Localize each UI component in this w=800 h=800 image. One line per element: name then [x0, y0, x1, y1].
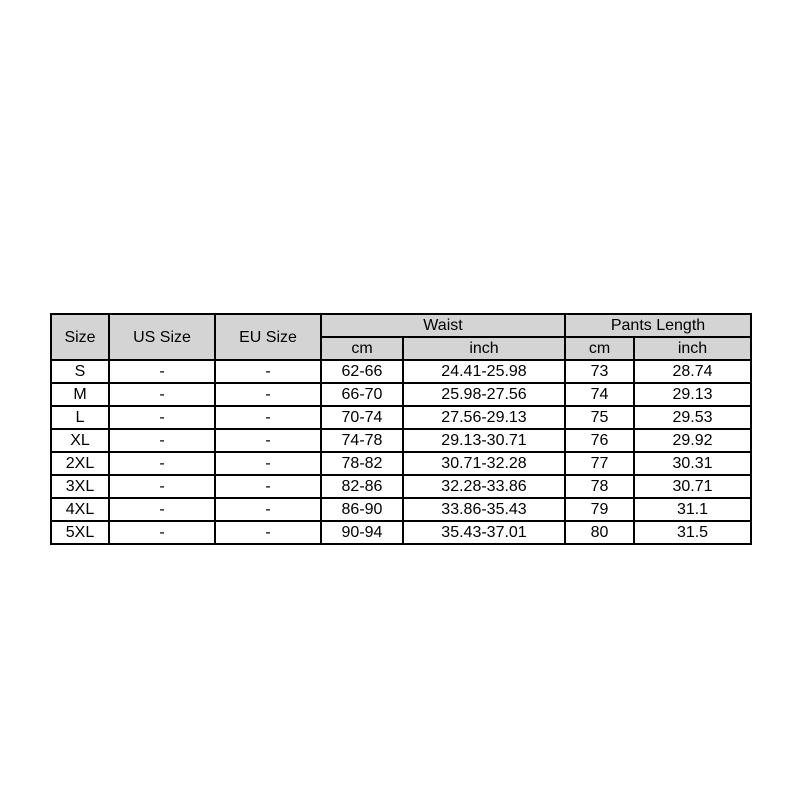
- cell-waist-cm: 90-94: [321, 521, 403, 544]
- cell-length-inch: 29.92: [634, 429, 751, 452]
- cell-us-size: -: [109, 452, 215, 475]
- cell-eu-size: -: [215, 475, 321, 498]
- cell-waist-cm: 82-86: [321, 475, 403, 498]
- cell-size: 5XL: [51, 521, 109, 544]
- header-waist-inch: inch: [403, 337, 565, 360]
- cell-length-inch: 31.1: [634, 498, 751, 521]
- header-us-size: US Size: [109, 314, 215, 360]
- cell-eu-size: -: [215, 360, 321, 383]
- cell-length-inch: 30.31: [634, 452, 751, 475]
- cell-size: M: [51, 383, 109, 406]
- header-size: Size: [51, 314, 109, 360]
- cell-length-inch: 29.53: [634, 406, 751, 429]
- cell-us-size: -: [109, 406, 215, 429]
- table-body: [51, 360, 751, 544]
- table-row: [51, 498, 751, 521]
- cell-size: S: [51, 360, 109, 383]
- cell-length-cm: 76: [565, 429, 634, 452]
- cell-waist-cm: 66-70: [321, 383, 403, 406]
- cell-size: 2XL: [51, 452, 109, 475]
- header-length-cm: cm: [565, 337, 634, 360]
- table-row: [51, 475, 751, 498]
- cell-size: 4XL: [51, 498, 109, 521]
- table-row: [51, 452, 751, 475]
- cell-length-cm: 75: [565, 406, 634, 429]
- header-length-inch: inch: [634, 337, 751, 360]
- cell-waist-inch: 30.71-32.28: [403, 452, 565, 475]
- cell-waist-cm: 78-82: [321, 452, 403, 475]
- header-pants-length: Pants Length: [565, 314, 751, 337]
- cell-waist-inch: 32.28-33.86: [403, 475, 565, 498]
- table-header: [51, 314, 751, 360]
- table-row: [51, 429, 751, 452]
- cell-waist-cm: 62-66: [321, 360, 403, 383]
- cell-waist-cm: 86-90: [321, 498, 403, 521]
- cell-length-cm: 73: [565, 360, 634, 383]
- cell-eu-size: -: [215, 498, 321, 521]
- cell-waist-cm: 70-74: [321, 406, 403, 429]
- cell-length-cm: 79: [565, 498, 634, 521]
- header-row-top: [51, 314, 751, 337]
- cell-eu-size: -: [215, 452, 321, 475]
- header-waist: Waist: [321, 314, 565, 337]
- cell-length-inch: 31.5: [634, 521, 751, 544]
- cell-length-inch: 28.74: [634, 360, 751, 383]
- table-row: [51, 360, 751, 383]
- cell-waist-inch: 27.56-29.13: [403, 406, 565, 429]
- cell-length-cm: 74: [565, 383, 634, 406]
- table-row: [51, 521, 751, 544]
- cell-eu-size: -: [215, 383, 321, 406]
- cell-us-size: -: [109, 360, 215, 383]
- cell-waist-inch: 35.43-37.01: [403, 521, 565, 544]
- cell-waist-inch: 29.13-30.71: [403, 429, 565, 452]
- size-chart-table: [50, 313, 752, 545]
- cell-waist-inch: 25.98-27.56: [403, 383, 565, 406]
- cell-eu-size: -: [215, 406, 321, 429]
- table-row: [51, 406, 751, 429]
- header-eu-size: EU Size: [215, 314, 321, 360]
- table-row: [51, 383, 751, 406]
- cell-length-inch: 29.13: [634, 383, 751, 406]
- cell-length-cm: 80: [565, 521, 634, 544]
- cell-us-size: -: [109, 429, 215, 452]
- cell-us-size: -: [109, 521, 215, 544]
- cell-eu-size: -: [215, 429, 321, 452]
- cell-waist-inch: 33.86-35.43: [403, 498, 565, 521]
- cell-eu-size: -: [215, 521, 321, 544]
- cell-us-size: -: [109, 498, 215, 521]
- cell-waist-cm: 74-78: [321, 429, 403, 452]
- cell-length-inch: 30.71: [634, 475, 751, 498]
- header-waist-cm: cm: [321, 337, 403, 360]
- cell-us-size: -: [109, 475, 215, 498]
- cell-size: 3XL: [51, 475, 109, 498]
- cell-length-cm: 77: [565, 452, 634, 475]
- cell-waist-inch: 24.41-25.98: [403, 360, 565, 383]
- cell-us-size: -: [109, 383, 215, 406]
- cell-size: XL: [51, 429, 109, 452]
- cell-size: L: [51, 406, 109, 429]
- cell-length-cm: 78: [565, 475, 634, 498]
